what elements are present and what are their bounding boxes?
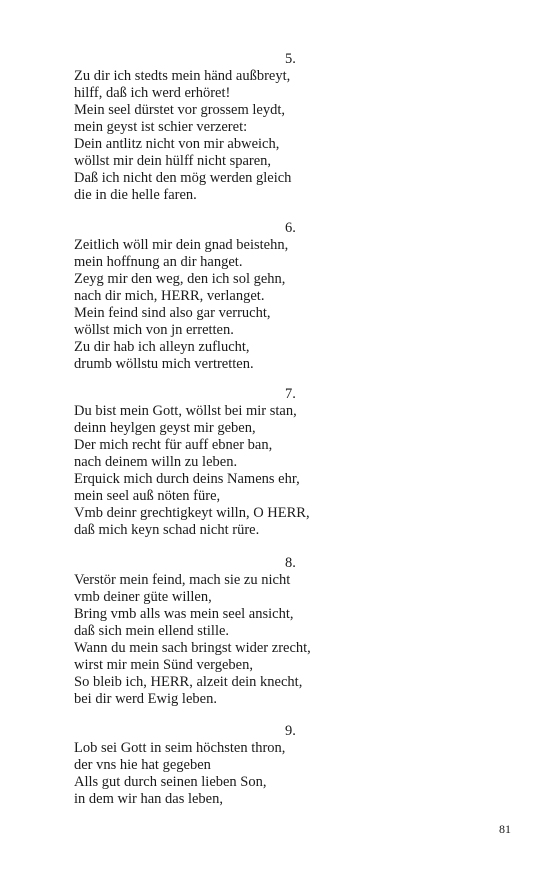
stanza-lines	[74, 572, 311, 708]
verse-line: der vns hie hat gegeben	[74, 757, 211, 773]
stanza-number: 9.	[285, 723, 296, 739]
verse-line: die in die helle faren.	[74, 187, 197, 203]
stanza-lines	[74, 68, 291, 204]
verse-line: daß mich keyn schad nicht rüre.	[74, 522, 260, 538]
verse-line: Mein feind sind also gar verrucht,	[74, 305, 271, 321]
verse-line: wirst mir mein Sünd vergeben,	[74, 657, 253, 673]
verse-line: Zu dir ich stedts mein händ außbreyt,	[74, 68, 291, 84]
verse-line: Dein antlitz nicht von mir abweich,	[74, 136, 280, 152]
verse-line: wöllst mich von jn erretten.	[74, 322, 234, 338]
verse-line: So bleib ich, HERR, alzeit dein knecht,	[74, 674, 303, 690]
verse-line: nach dir mich, HERR, verlanget.	[74, 288, 265, 304]
stanza-number: 5.	[285, 51, 296, 67]
verse-line: Daß ich nicht den mög werden gleich	[74, 170, 292, 186]
verse-line: Vmb deinr grechtigkeyt willn, O HERR,	[74, 505, 310, 521]
verse-line: mein geyst ist schier verzeret:	[74, 119, 248, 135]
verse-line: Verstör mein feind, mach sie zu nicht	[74, 572, 291, 588]
verse-line: mein hoffnung an dir hanget.	[74, 254, 243, 270]
stanza-lines	[74, 403, 310, 539]
verse-line: Mein seel dürstet vor grossem leydt,	[74, 102, 286, 118]
stanza-number: 8.	[285, 555, 296, 571]
verse-line: Zeyg mir den weg, den ich sol gehn,	[74, 271, 286, 287]
verse-line: Zu dir hab ich alleyn zuflucht,	[74, 339, 250, 355]
verse-line: vmb deiner güte willen,	[74, 589, 212, 605]
stanza-number: 6.	[285, 220, 296, 236]
verse-line: wöllst mir dein hülff nicht sparen,	[74, 153, 272, 169]
verse-line: Zeitlich wöll mir dein gnad beistehn,	[74, 237, 289, 253]
verse-line: Der mich recht für auff ebner ban,	[74, 437, 273, 453]
verse-line: mein seel auß nöten füre,	[74, 488, 221, 504]
verse-line: drumb wöllstu mich vertretten.	[74, 356, 254, 372]
stanza-lines	[74, 740, 285, 808]
verse-line: nach deinem willn zu leben.	[74, 454, 238, 470]
verse-line: hilff, daß ich werd erhöret!	[74, 85, 231, 101]
verse-line: Bring vmb alls was mein seel ansicht,	[74, 606, 294, 622]
page-number: 81	[499, 822, 511, 836]
stanza-lines	[74, 237, 288, 373]
verse-line: deinn heylgen geyst mir geben,	[74, 420, 256, 436]
verse-line: Erquick mich durch deins Namens ehr,	[74, 471, 300, 487]
verse-line: bei dir werd Ewig leben.	[74, 691, 217, 707]
verse-line: daß sich mein ellend stille.	[74, 623, 230, 639]
verse-line: Wann du mein sach bringst wider zrecht,	[74, 640, 311, 656]
verse-line: Du bist mein Gott, wöllst bei mir stan,	[74, 403, 297, 419]
verse-line: in dem wir han das leben,	[74, 791, 223, 807]
verse-line: Lob sei Gott in seim höchsten thron,	[74, 740, 286, 756]
stanza-number: 7.	[285, 386, 296, 402]
verse-line: Alls gut durch seinen lieben Son,	[74, 774, 267, 790]
